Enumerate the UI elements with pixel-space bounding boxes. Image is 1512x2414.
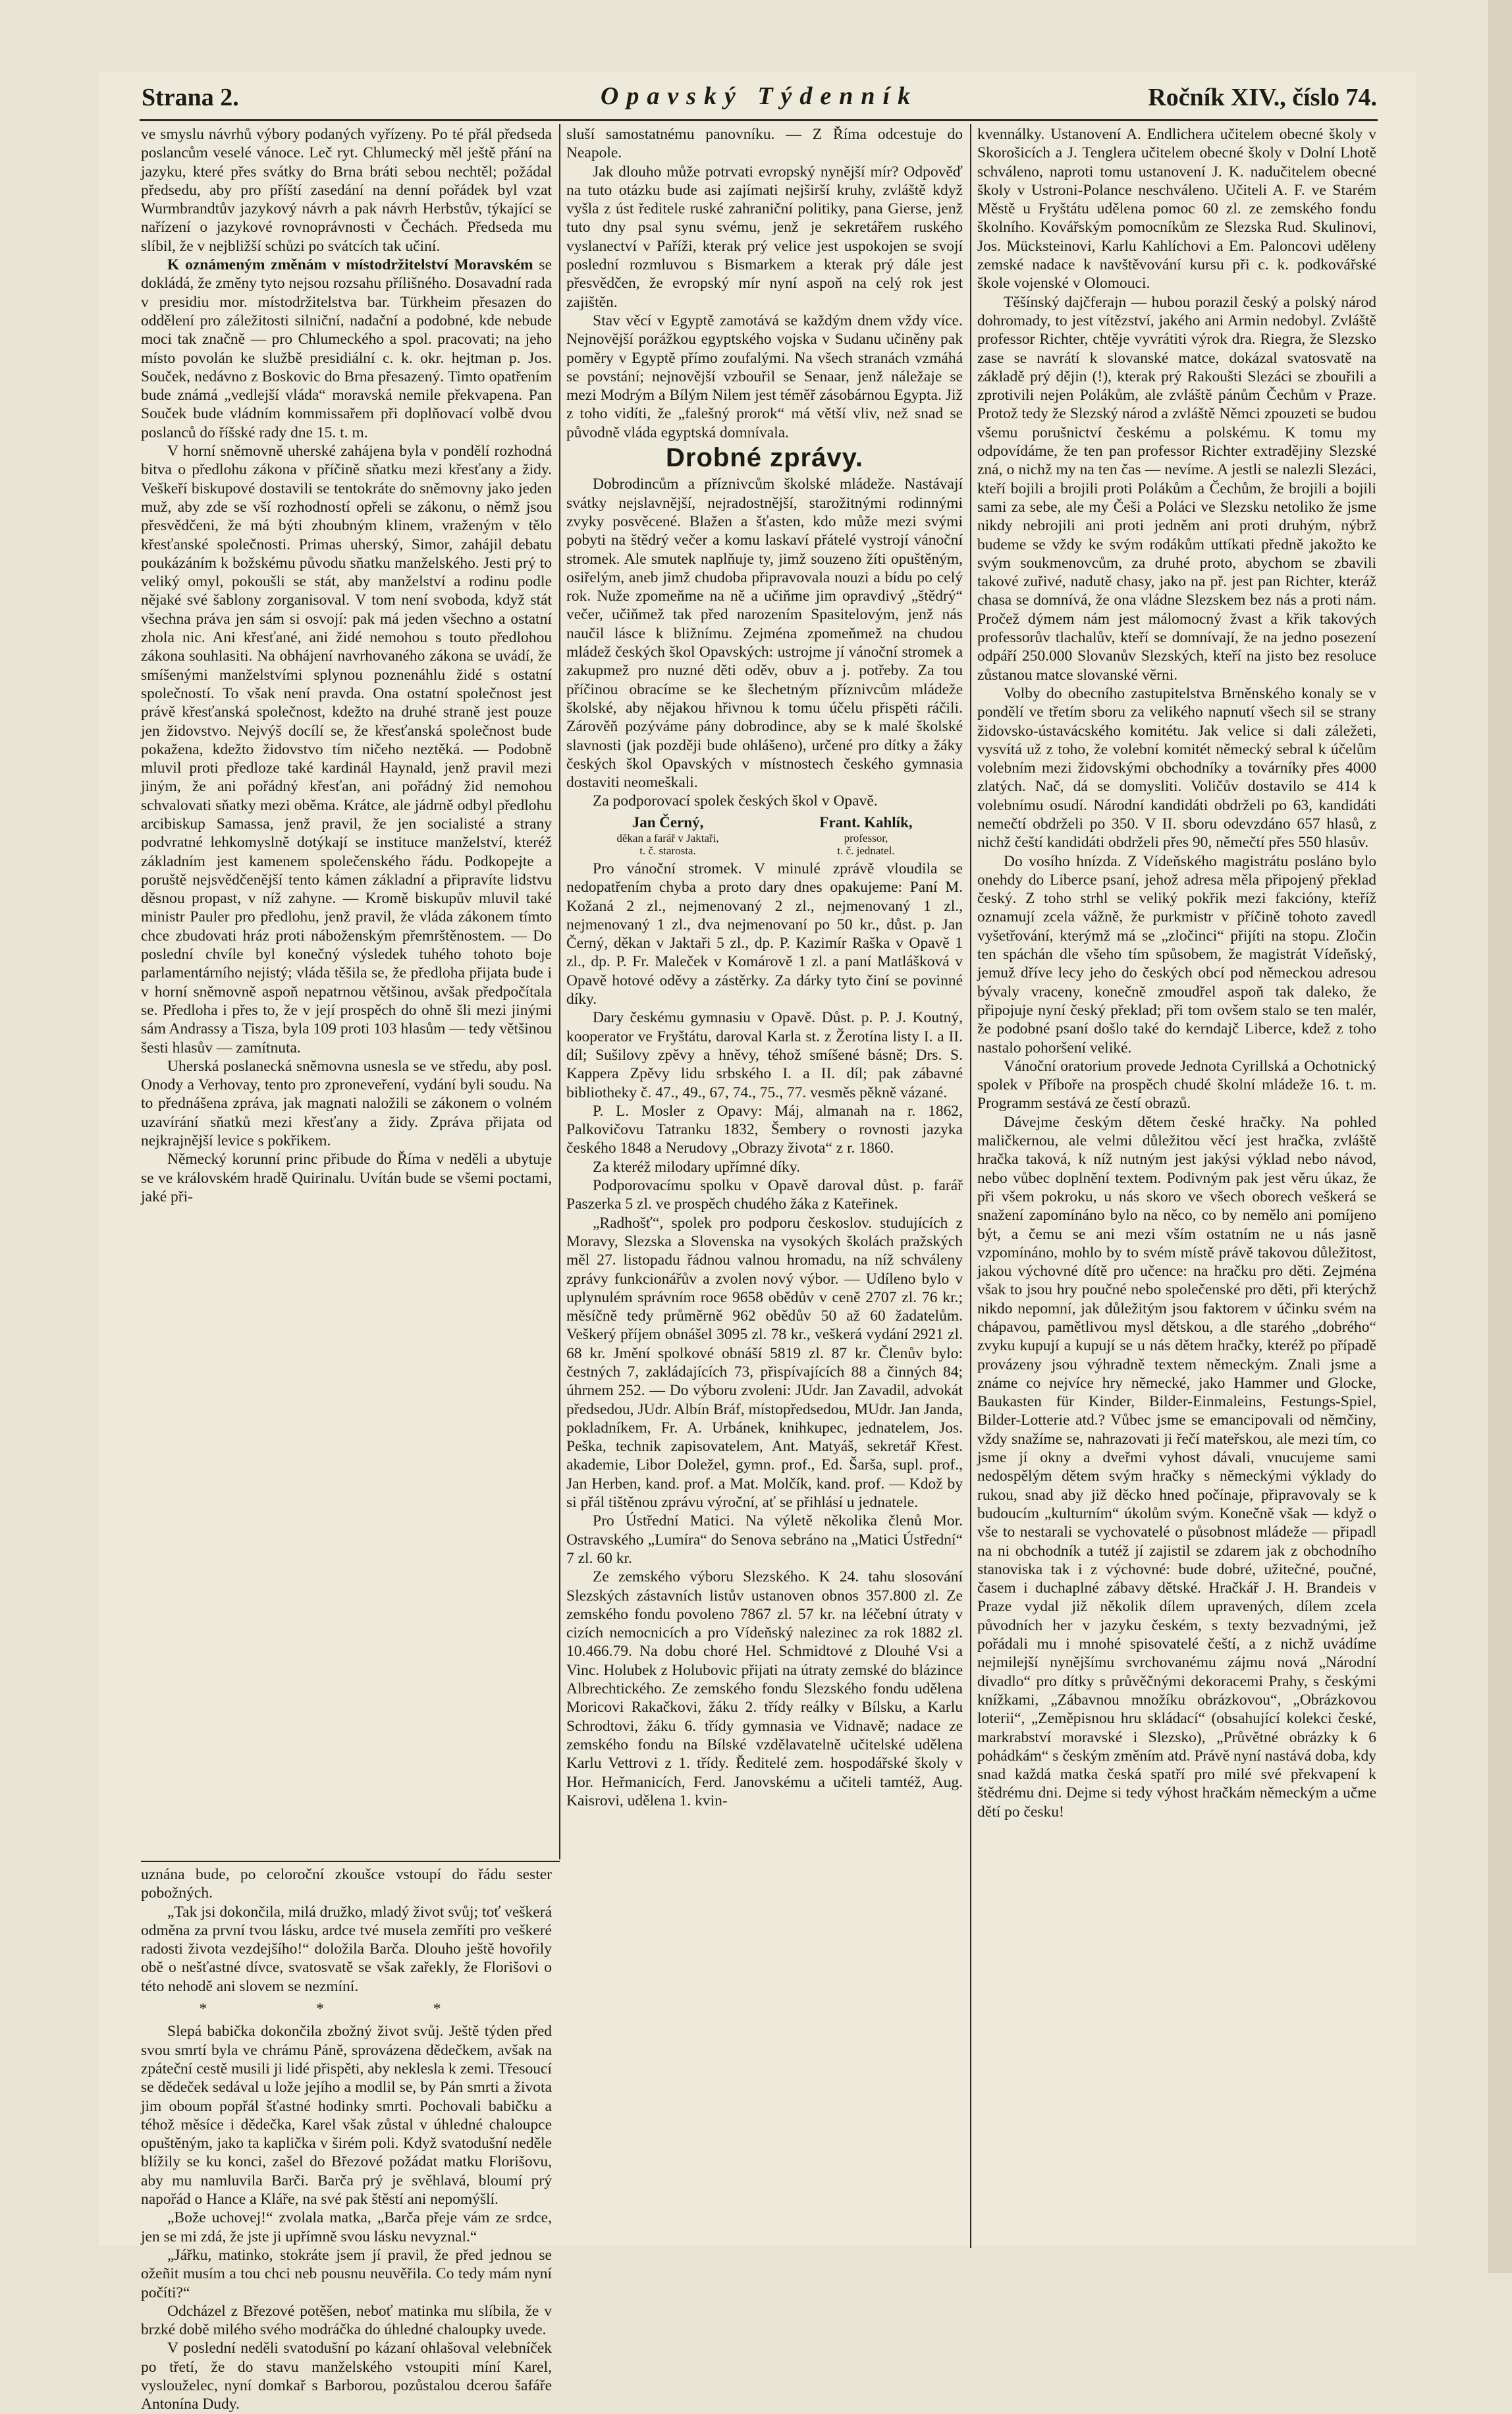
article-hungarian-lower-house: Uherská poslanecká sněmovna usnesla se ve středu, aby posl. Onody a Verhovay, tento pro zproneveření, vydání byli soudu. Na to přednášena zpráva, jak magnati naložili se zákonem o volném uzavírání sňatků mezi křesťany a židy. Zpráva přijata od nejkrajnější levice s pokřikem.	[141, 1057, 552, 1150]
article-support-society: Podporovacímu spolku v Opavě daroval důst. p. farář Paszerka 5 zl. ve prospěch chudého žáka z Kateřinek.	[566, 1177, 963, 1213]
article-parliament-end: ve smyslu návrhů výbory podaných vyřízeny. Po té přál předseda poslancům veselé vánoce. Leč ryt. Chlumecký měl ještě přání na jazyku, které přes svátky do Brna bráti sebou nechtěl; požádal předsedu, aby pro příští zasedání na denní pořádek byl vzat Wurmbrandtův jazykový návrh a pak návrh Herbstův, týkající se nařízení o jazykové rovnoprávnosti v Čechách. Předseda mu slíbil, že v nejbližší schůzi po svátcích tak učiní.	[141, 126, 552, 255]
column-3: kvennálky. Ustanovení A. Endlichera učitelem obecné školy v Skorošicích a J. Tenglera učitelem obecné školy v Dolní Lhotě schváleno, naproti tomu ustanovení J. K. nadučitelem obecné školy v Ustroni-Polance neschváleno. Učiteli A. F. ve Starém Městě u Fryštátu udělena pomoc 60 zl. ze zemského fondu školního. Kovářským pomocníkům ze Slezska Rud. Skulinovi, Jos. Mücksteinovi, Karlu Kahlíchovi a Em. Paloncovi uděleny zemské nadace k navštěvování kursu při c. k. podkovářské škole vojenské v Olomouci. Těšínský dajčferajn — hubou porazil český a polský národ dohromady, to jest vítězství, jakého ani Armin nedobyl. Zvláště professor Richter, chtěje vyvrátiti výrok dra. Riegra, že Slezsko zase se navrátí k slovanské matce, dokázal svatosvatě na základě prý dějin (!), kterak prý Rakoušti Slezáci se zbouřili a zprotivili nejen Polákům, ale zvláště pánům Čechům v Praze. Protož tedy že Slezský národ a zvláště Němci zpouzeti se budou všemu porušnictví českému a polskému. K tomu my odpovídáme, že ten pan professor Richter extradějiny Slezské zná, o nichž my na ten čas — nevíme. A jestli se nalezli Slezáci, kteří bojili a brojili proti Polákům a Čechům, že brojili a bojili sami za sebe, ale my Češi a Poláci ve Slezsku netoliko že jsme nikdy nebrojili ani proti jedněm ani proti druhým, nýbrž budeme se vždy ke svým rodákům uttíkati předně jakožto ke svým soukmenovcům, za druhé proto, abychom se zbavili takové zuřivé, nadutě chasy, jako na př. jest pan Richter, kteráž chasa se domnívá, že ona vládne Slezskem bez nás a proti nám. Pročež dýmem nám jest málomocný žvast a křik takových professorův tlachalův, kteří se domnívají, že na jedno posezení odpáří 250.000 Slovanův Slezských, kteří na jisto bez resoluce zůstanou matce slovanské věrni. Volby do obecního zastupitelstva Brněnského konaly se v pondělí ve třetím sboru za velikého napnutí všech sil se strany židovsko-ústavácského komitétu. Jak velice si dali záležeti, vysvítá už z toho, že volební komitét německý sebral k účelům volebním mezi židovskými obchodníky a továrníky přes 4000 zlatých. Nač, dá se domysliti. Voličův dostavilo se 414 k volebnímu osudí. Národní kandidáti obdrželi po 63, kandidáti nemečtí obdrželi po 350. V II. sboru odevzdáno 657 hlasů, z nichž čeští kandidáti obdrželi přes 90, němečtí přes 550 hlasův. Do vosího hnízda. Z Vídeňského magistrátu posláno bylo onehdy do Liberce psaní, jehož adresa měla připojený překlad český. Z toho strhl se veliký pokřik mezi fakcióny, kteříž oznamují zcela vážně, že purkmistr v příčině tohoto zavedl vyšetřování, kterýmž má se „zločinci“ přijíti na stopu. Zločin ten spáchán dle všeho tím spůsobem, že magistrát Vídeňský, jemuž dříve lecy jeho do českých obcí pod německou adresou bývaly vraceny, konečně zmoudřel aspoň tak daleko, že připojuje nyní český překlad; při tom ovšem stalo se ten malér, že podobné psaní došlo také do kerndajč Liberce, kdež z toho nastalo pohoršení veliké. Vánoční oratorium provede Jednota Cyrillská a Ochotnický spolek v Příboře na prospěch chudé školní mládeže 16. t. m. Programm sestává ze čestí obrazů. Dávejme českým dětem české hračky. Na pohled maličkernou, ale velmi důležitou věcí jest hračka, zvláště hračka taková, k níž nutným jest jakýsi výklad nebo návod, nebo vůbec doplnění textem. Podivným pak jest věru úkaz, že při všem pokroku, u nás skoro ve všech oborech veškerá se snažení zapomínáno bylo na něco, co by nemělo ani pomíjeno být, a čemu se ani mezi vším ostatním ne u nás jasně vzpomínáno, mohlo by to svém místě právě takovou důležitost, jakou výchovné dítě pro učence: na hračku pro děti. Zejména však to jsou hry poučné nebo společenské pro děti, při kterýchž nikdo nepomní, jak důležitým jsou faktorem v účinku svém na chápavou, pamětlivou mysl dětskou, a dle starého „dobrého“ zvyku kupují a kupují se u nás dětem hračky, kteréž po případě provázeny jsou výhradně textem německým. Znali jsme a známe co nejvíce hry německé, jako Hammer und Glocke, Baukasten für Kinder, Bilder-Einmaleins, Festungs-Spiel, Bilder-Lotterie atd.? Vůbec jsme se emancipovali od němčiny, vždy snažíme se, nahrazovati ji řečí mateřskou, ale mezi tím, co jsme jí okny a dveřmi vyhost dávali, vnucujeme sami nedospělým dětem svým hračky s německými výklady do rukou, snad aby již děcko hned počínaje, připravovaly se k budoucím „kulturním“ úkolům svým. Konečně však — když o vše to nestarali se vychovatelé o působnost mládeže — připadl na ni obchodník a tutéž jí zajistil se zdarem jak z obchodního stanoviska tak i z výchovné: bude dobré, užitečné, poučné, časem i duchaplné zábavy dětské. Hračkář J. H. Brandeis v Praze vydal již několik dílem upravených, dílem zcela původních her v jazyku českém, s texty bezvadnými, jež pořádali mu i mnohé spisovatelé čeští, a z nichž uvádíme nejmilejší nynějšímu svrchovanému zájmu nová „Národní divadlo“ pro dítky s průvěčnými dekoracemi Prahy, s českými knížkami, „Zábavnou množíku obrázkovou“, „Obrázkovou loterii“, „Zeměpisnou hru skládací“ (obsahující kolekci české, markrabství moravské i Slezsko), „Průvětné obrázky k 6 pohádkám“ s českým změním atd. Právě nyní nastává doba, kdy snad každá matka česká spatří pro milé své překvapení k štědrému dni. Dejme si tedy výhost hračkám německým a učme dětí po česku!	[977, 126, 1376, 1821]
article-brno-elections: Volby do obecního zastupitelstva Brněnského konaly se v pondělí ve třetím sboru za velikého napnutí všech sil se strany židovsko-ústavácského komitétu. Jak velice si dali záležeti, vysvítá už z toho, že volební komitét německý sebral k účelům volebním mezi židovskými obchodníky a továrníky přes 4000 zlatých. Nač, dá se domysliti. Voličův dostavilo se 414 k volebnímu osudí. Národní kandidáti obdrželi po 63, kandidáti nemečtí obdrželi po 350. V II. sboru odevzdáno 657 hlasů, z nichž čeští kandidáti obdrželi přes 90, němečtí přes 550 hlasův.	[977, 684, 1376, 852]
article-gymnasium-gifts: Dary českému gymnasiu v Opavě. Důst. p. P. J. Koutný, kooperator ve Fryštátu, daroval Karla st. z Žerotína listy I. a II. díl; Sušilovy zpěvy a hněvy, téhož smíšené básně; Drs. S. Kappera Zpěvy lidu srbského I. a II. díl; pak zábavné bibliotheky č. 47., 49., 67, 74., 75., 77. vesměs pěkně vázané.	[566, 1009, 963, 1101]
page-edge	[1488, 0, 1512, 2273]
article-czech-toys: Dávejme českým dětem české hračky. Na pohled maličkernou, ale velmi důležitou věcí jest hračka, zvláště hračka taková, k níž nutným jest jakýsi výklad nebo návod, nebo vůbec doplnění textem. Podivným pak jest věru úkaz, že při všem pokroku, u nás skoro ve všech oborech veškerá se snažení zapomínáno bylo na něco, co by nemělo ani pomíjeno být, a čemu se ani mezi vším ostatním ne u nás jasně vzpomínáno, mohlo by to svém místě právě takovou důležitost, jakou výchovné dítě pro učence: na hračku pro děti. Zejména však to jsou hry poučné nebo společenské pro děti, při kterýchž nikdo nepomní, jak důležitým jsou faktorem v účinku svém na chápavou, pamětlivou mysl dětskou, a dle starého „dobrého“ zvyku kupují a kupují se u nás dětem hračky, kteréž po případě provázeny jsou výhradně textem německým. Znali jsme a známe co nejvíce hry německé, jako Hammer und Glocke, Baukasten für Kinder, Bilder-Einmaleins, Festungs-Spiel, Bilder-Lotterie atd.? Vůbec jsme se emancipovali od němčiny, vždy snažíme se, nahrazovati ji řečí mateřskou, ale mezi tím, co jsme jí okny a dveřmi vyhost dávali, vnucujeme sami nedospělým dětem svým hračky s německými výklady do rukou, snad aby již děcko hned počínaje, připravovaly se k budoucím „kulturním“ úkolům svým. Konečně však — když o vše to nestarali se vychovatelé o působnost mládeže — připadl na ni obchodník a tutéž jí zajistil se zdarem jak z obchodního stanoviska tak i z výchovné: bude dobré, užitečné, poučné, časem i duchaplné zábavy dětské. Hračkář J. H. Brandeis v Praze vydal již několik dílem upravených, dílem zcela původních her v jazyku českém, s texty bezvadnými, jež pořádali mu i mnohé spisovatelé čeští, a z nichž uvádíme nejmilejší nynějšímu svrchovanému zájmu nová „Národní divadlo“ pro dítky s průvěčnými dekoracemi Prahy, s českými knížkami, „Zábavnou množíku obrázkovou“, „Obrázkovou loterii“, „Zeměpisnou hru skládací“ (obsahující kolekci české, markrabství moravské i Slezsko), „Průvětné obrázky k 6 pohádkám“ s českým změním atd. Právě nyní nastává doba, kdy snad každá matka česká spatří pro milé své překvapení k štědrému dni. Dejme si tedy výhost hračkám německým a učme dětí po česku!	[977, 1113, 1376, 1821]
column-divider-1	[559, 124, 560, 1859]
article-hungarian-upper-house: V horní sněmovně uherské zahájena byla v pondělí rozhodná bitva o předlohu zákona v příčině sňatku mezi křesťany a židy. Veškeří biskupové dostavili se tentokráte do sněmovny jako jeden muž, aby zde se vší rozhodností opřeli se zákonu, o němž jsou přesvědčeni, že má býti zhoubným klinem, vraženým v tělo křesťanské společnosti. Primas uherský, Simor, zahájil debatu poukázáním k božskému původu sňatku manželského. Jesti prý to veliký omyl, pokoušli se stát, aby manželství a rodinu podle nějaké své šablony zorganisoval. V tom není svoboda, když stát všechna práva jen sám si osvojí: pak má jeden všechno a ostatní zhola nic. Ani křesťané, ani židé nemohou s touto předlohou zákona souhlasiti. Na obhájení navrhovaného zákona se uvádí, že smíšenými manželstvími splynou poznenáhlu židé s ostatní společností. To však není pravda. Ona ostatní společnost jest právě křesťanská společnost, kdežto na druhé straně jest pouze jen židovstvo. Nejvýš docílí se, že křesťanská společnost bude pokažena, kdežto židovstvo tím ničeho neztěká. — Podobně mluvil proti předloze také kardinál Haynald, jenž pravil mezi jiným, že ani pořádný křesťan, ani pořádný žid nemohou schvalovati sňatky mezi oběma. Krátce, ale jádrně odbyl předlohu arcibiskup Samassa, jenž pravil, že jen socialisté a strany podvratné lehkomyslně dotýkají se instituce manželství, kteréž základním jest kamenem společenského řádu. Podkopejte a poruště nejsvědčenější tento kámen základní a připravíte lidstvu děsnou propast, v níž zahyne. — Kromě biskupův mluvil také ministr Pauler pro předlohu, jenž pravil, že vláda zákonem tímto chce zbudovati hráz proti náboženským přemrštěnostem. — Do poslední chvíle byl konečný výsledek tuhého tohoto boje parlamentárního nejistý; vláda těšila se, že předloha přijata bude i v horní sněmovně aspoň nepatrnou většinou, avšak předpočítala se. Předloha i přes to, že v její prospěch do ohně šli mezi jinými sám Andrassy a Tisza, byla 109 proti 103 hlasům — tedy většinou šesti hlasův — zamítnuta.	[141, 443, 552, 1056]
header-rule	[140, 119, 1378, 121]
article-wasp-nest: Do vosího hnízda. Z Vídeňského magistrátu posláno bylo onehdy do Liberce psaní, jehož adresa měla připojený překlad český. Z toho strhl se veliký pokřik mezi fakcióny, kteříž oznamují zcela vážně, že purkmistr v příčině tohoto zavedl vyšetřování, kterýmž má se „zločinci“ přijíti na stopu. Zločin ten spáchán dle všeho tím spůsobem, že magistrát Vídeňský, jemuž dříve lecy jeho do českých obcí pod německou adresou bývaly vraceny, konečně zmoudřel aspoň tak daleko, že připojuje nyní český překlad; při tom ovšem stalo se ten malér, že podobné psaní došlo také do kerndajč Liberce, kdež z toho nastalo pohoršení veliké.	[977, 852, 1376, 1056]
headline: K oznámeným změnám v místodržitelství Moravském	[167, 256, 533, 274]
feuilleton-story: uznána bude, po celoroční zkoušce vstoupí do řádu sester pobožných. „Tak jsi dokončila, milá družko, mladý život svůj; toť veškerá odměna za první tvou lásku, ardce tvé musela zemříti pro veškeré radosti života vezdejšího!“ doložila Barča. Dlouho ještě hovořily obě o nešťastné dívce, svatosvatě se však zařekly, že Florišovi o této nehodě ani slovem se nezmíní. * * * Slepá babička dokončila zbožný život svůj. Ještě týden před svou smrtí byla ve chrámu Páně, sprovázena dědečkem, avšak na zpáteční cestě musili ji lidé přispěti, aby neklesla k zemi. Třesoucí se dědeček sedával u lože jejího a modlil se, by Pán smrti a života jim oboum popřál šťastné hodinky smrti. Pochovali babičku a téhož měsíce i dědečka, Karel však zůstal v úhledné chaloupce opuštěným, jako ta kaplička v širém poli. Když svatodušní neděle blížily se ku konci, zašel do Březové požádat matku Florišovu, aby mu namluvila Barči. Barča prý je svěhlavá, bloumí prý napořád o Hance a Kláře, na své pak štěstí ani nepomýšlí. „Bože uchovej!“ zvolala matka, „Barča přeje vám ze srdce, jen se mi zdá, že jste ji upřímně svou lásku nevyznal.“ „Jářku, matinko, stokráte jsem jí pravil, že před jednou se ožeñit musím a tou chci neb pousnu neuvěřila. Co tedy mám nyní počíti?“ Odcházel z Březové potěšen, neboť matinka mu slíbila, že v brzké době milého svého modráčka do úhledné chaloupky uvede. V poslední neděli svatodušní po kázaní ohlašoval velebníček po třetí, že do stavu manželského vstoupiti míní Karel, vyslouželec, nyní domkař s Barborou, pozůstalou dcerou šafáře Antonína Dudy.	[141, 1866, 552, 2413]
article-radhost: „Radhošť“, spolek pro podporu českoslov. studujících z Moravy, Slezska a Slovenska na vysokých školách pražských měl 27. listopadu řádnou valnou hromadu, na níž schváleny zprávy funkcionářův a zvolen nový výbor. — Udíleno bylo v uplynulém správním roce 9658 obědův v ceně 2707 zl. 76 kr.; měsíčně tedy průměrně 962 obědův 50 až 60 žadatelům. Veškerý příjem obnášel 3095 zl. 78 kr., veškerá vydání 2921 zl. 68 kr. Jmění spolkové obnáší 5819 zl. 87 kr. Členův bylo: čestných 7, zakládajících 73, přispívajících 88 a činných 84; úhrnem 252. — Do výboru zvoleni: JUdr. Jan Zavadil, advokát předsedou, JUdr. Albín Bráf, místopředsedou, MUdr. Jan Janda, pokladníkem, Fr. A. Urbánek, knihkupec, jednatelem, Jos. Peška, technik zapisovatelem, Ant. Matyáš, sekretář Křest. akademie, Libor Doležel, gymn. prof., Ed. Šarša, supl. prof., Jan Herben, kand. prof. a Mat. Molčík, kand. prof. — Kdož by si přál tištěnou zprávu výroční, ať se přihlásí u jednatele.	[566, 1214, 963, 1512]
article-german-crown-prince: Německý korunní princ přibude do Říma v neděli a ubytuje se ve královském hradě Quirinalu. Uvítán bude se všemi poctami, jaké při-	[141, 1151, 552, 1205]
article-matice: Pro Ústřední Matici. Na výletě několika členů Mor. Ostravského „Lumíra“ do Senova sebráno na „Matici Ústřední“ 7 zl. 60 kr.	[566, 1512, 963, 1567]
column-divider-2	[970, 124, 971, 2248]
signature-kahlik: Frant. Kahlík, professor, t. č. jednatel.	[819, 813, 913, 857]
story-divider	[141, 1861, 560, 1862]
column-2: sluší samostatnému panovníku. — Z Říma odcestuje do Neapole. Jak dlouho může potrvati evropský nynější mír? Odpověď na tuto otázku bude asi zajímati nejširší kruhy, zvláště když vyšla z úst ředitele ruské zahraniční politiky, pana Gierse, jenž tuto dny psal synu svému, jenž je sekretářem ruského vyslanectví v Paříži, kterak prý velice jest uspokojen se svojí poslední rozmluvou s Bismarkem a kterak prý dále jest přesvědčen, že evropský mír nyní aspoň na celý rok jest zajištěn. Stav věcí v Egyptě zamotává se každým dnem vždy více. Nejnovější porážkou egyptského vojska v Sudanu učiněny pak poměry v Egyptě přímo zoufalými. Na všech stranách vzmáhá se povstání; nejnovější vzbouřil se Senaar, jenž náležaje se mezi Modrým a Bílým Nilem jest téměř zásobárnou Egypta. Již z toho vidíti, že „falešný prorok“ má větší vliv, než snad se původně vláda egyptská domnívala. Drobné zprávy. Dobrodincům a příznivcům školské mládeže. Nastávají svátky nejslavnější, nejradostnější, starožitnými rodinnými zvyky posvěcené. Blažen a šťasten, kdo může mezi svými pobyti na štědrý večer a komu laskaví přátelé vystrojí vánoční stromek. Ale smutek naplňuje ty, jimž souzeno žíti opuštěným, osiřelým, aneb jimž chudoba připravovala nouzi a bídu po celý rok. Nuže zpomeňme na ně a učiňme jim opravdivý „štědrý“ večer, učiňmež tak před narozením Spasitelovým, jenž nás naučil lásce k bližnímu. Zejména zpomeňmež na chudou mládež českých škol Opavských: ustrojme jí vánoční stromek a zakupmež pro nuzné děti oděv, obuv a j. potřeby. Za tou příčinou obracíme se ke šlechetným příznivcům mládeže školské, aby nějakou hřivnou k tomu účelu přispěti ráčili. Zárověň pozýváme pány dobrodince, aby se k malé školské slavnosti (jak později bude ohlášeno), určené pro dítky a žáky českých škol Opavských v místnostech českého gymnasia dostaviti neomeškali. Za podporovací spolek českých škol v Opavě. Jan Černý, děkan a farář v Jaktaři, t. č. starosta. Frant. Kahlík, professor, t. č. jednatel. Pro vánoční stromek. V minulé zprávě vloudila se nedopatřením chyba a proto dary dnes opakujeme: Paní M. Kožaná 2 zl., nejmenovaný 2 zl., nejmenovaný 1 zl., nejmenovaný 1 zl., dva nejmenovaní po 50 kr., důst. p. Jan Černý, děkan v Jaktaři 5 zl., dp. P. Kazimír Raška v Opavě 1 zl., dp. P. Fr. Maleček v Komárově 1 zl. a paní Matlášková v Opavě hotové oděvy a zástěrky. Za dárky tyto činí se povinné díky. Dary českému gymnasiu v Opavě. Důst. p. P. J. Koutný, kooperator ve Fryštátu, daroval Karla st. z Žerotína listy I. a II. díl; Sušilovy zpěvy a hněvy, téhož smíšené básně; Drs. S. Kappera Zpěvy lidu srbského I. a II. díl; pak zábavné bibliotheky č. 47., 49., 67, 74., 75., 77. vesměs pěkně vázané. P. L. Mosler z Opavy: Máj, almanah na r. 1862, Palkovičovu Tatranku 1832, Šembery o rovnosti jazyka českého 1848 a Nerudovy „Obrazy života“ z r. 1860. Za kteréž milodary upřímné díky. Podporovacímu spolku v Opavě daroval důst. p. farář Paszerka 5 zl. ve prospěch chudého žáka z Kateřinek. „Radhošť“, spolek pro podporu českoslov. studujících z Moravy, Slezska a Slovenska na vysokých školách pražských měl 27. listopadu řádnou valnou hromadu, na níž schváleny zprávy funkcionářův a zvolen nový výbor. — Udíleno bylo v uplynulém správním roce 9658 obědův v ceně 2707 zl. 76 kr.; měsíčně tedy průměrně 962 obědův 50 až 60 žadatelům. Veškerý příjem obnášel 3095 zl. 78 kr., veškerá vydání 2921 zl. 68 kr. Jmění spolkové obnáší 5819 zl. 87 kr. Členův bylo: čestných 7, zakládajících 73, přispívajících 88 a činných 84; úhrnem 252. — Do výboru zvoleni: JUdr. Jan Zavadil, advokát předsedou, JUdr. Albín Bráf, místopředsedou, MUdr. Jan Janda, pokladníkem, Fr. A. Urbánek, knihkupec, jednatelem, Jos. Peška, technik zapisovatelem, Ant. Matyáš, sekretář Křest. akademie, Libor Doležel, gymn. prof., Ed. Šarša, supl. prof., Jan Herben, kand. prof. a Mat. Molčík, kand. prof. — Kdož by si přál tištěnou zprávu výroční, ať se přihlásí u jednatele. Pro Ústřední Matici. Na výletě několika členů Mor. Ostravského „Lumíra“ do Senova sebráno na „Matici Ústřední“ 7 zl. 60 kr. Ze zemského výboru Slezského. K 24. tahu slosování Slezských zástavních listův ustanoven obnos 357.800 zl. Ze zemského fondu povoleno 7867 zl. 57 kr. na léčební útraty v cizích nemocnicích a pro Vídeňský nalezinec za rok 1882 zl. 10.466.79. Na dobu choré Hel. Schmidtové z Dlouhé Vsi a Vinc. Holubek z Holubovic přijati na útraty zemské do blázince Albrechtického. Ze zemského fondu Slezského fondu udělena Moricovi Rakačkovi, žáku 2. třídy reálky v Bílsku, a Karlu Schrodtovi, žáku 6. třídy gymnasia ve Vidnavě; nadace ze zemského fondu na Bílské vzdělavatelně učitelské udělena Karlu Vettrovi z 1. třídy. Ředitelé zem. hospodářské školy v Hor. Heřmanicích, Ferd. Janovskému a učiteli tamtéž, Aug. Kaisrovi, udělena 1. kvin-	[566, 126, 963, 1809]
newspaper-title: Opavský Týdenník	[600, 82, 919, 110]
signature-cerny: Jan Černý, děkan a farář v Jaktaři, t. č. starosta.	[616, 813, 719, 857]
article-christmas-tree: Pro vánoční stromek. V minulé zprávě vloudila se nedopatřením chyba a proto dary dnes opakujeme: Paní M. Kožaná 2 zl., nejmenovaný 2 zl., nejmenovaný 1 zl., nejmenovaný 1 zl., dva nejmenovaní po 50 kr., důst. p. Jan Černý, děkan v Jaktaři 5 zl., dp. P. Kazimír Raška v Opavě 1 zl., dp. P. Fr. Maleček v Komárově 1 zl. a paní Matlášková v Opavě hotové oděvy a zástěrky. Za dárky tyto činí se povinné díky.	[566, 860, 963, 1008]
section-stars: * * *	[199, 2000, 494, 2018]
column-1	[141, 125, 552, 1856]
page-number: Strana 2.	[142, 84, 239, 111]
issue-number: Ročník XIV., číslo 74.	[1148, 84, 1377, 111]
section-title-short-news: Drobné zprávy.	[666, 443, 863, 473]
page-header	[142, 78, 1377, 117]
article-moravian-governorship: K oznámeným změnám v místodržitelství Moravském se dokládá, že změny tyto nejsou rozsahu přílišného. Dosavadní rada v presidiu mor. místodržitelstva bar. Türkheim přesazen do oddělení pro záležitosti silniční, nadační a podobné, kde nebude moci tak značně — pro Chlumeckého a spol. pracovati; na jeho místo povolán ke službě presidiální c. k. okr. hejtman p. Jos. Souček, nedávno z Boskovic do Brna přesazený. Timto opatřením bude známá „vedlejší vláda“ moravská nemile překvapena. Pan Souček bude vládním kommissařem při doplňovací volbě dvou poslanců do říšské rady dne 15. t. m.	[141, 256, 552, 441]
article-european-peace: Jak dlouho může potrvati evropský nynější mír? Odpověď na tuto otázku bude asi zajímati nejširší kruhy, zvláště když vyšla z úst ředitele ruské zahraniční politiky, pana Gierse, jenž tuto dny psal synu svému, jenž je sekretářem ruského vyslanectví v Paříži, kterak prý velice jest uspokojen se svojí poslední rozmluvou s Bismarkem a kterak prý dále jest přesvědčen, že evropský mír nyní aspoň na celý rok jest zajištěn.	[566, 163, 963, 311]
article-tesin-verein: Těšínský dajčferajn — hubou porazil český a polský národ dohromady, to jest vítězství, jakého ani Armin nedobyl. Zvláště professor Richter, chtěje vyvrátiti výrok dra. Riegra, že Slezsko zase se navrátí k slovanské matce, dokázal svatosvatě na základě prý dějin (!), kterak prý Rakoušti Slezáci se zbouřili a zprotivili nejen Polákům, ale zvláště pánům Čechům v Praze. Protož tedy že Slezský národ a zvláště Němci zpouzeti se budou všemu porušnictví českému a polskému. K tomu my odpovídáme, že ten pan professor Richter extradějiny Slezské zná, o nichž my na ten čas — nevíme. A jestli se nalezli Slezáci, kteří bojili a brojili proti Polákům a Čechům, že brojili a bojili sami za sebe, ale my Češi a Poláci ve Slezsku netoliko že jsme nikdy nebrojili ani proti jedněm ani proti druhým, nýbrž budeme se vždy ke svým rodákům uttíkati předně jakožto ke svým soukmenovcům, za druhé proto, abychom se zbavili takové zuřivé, nadutě chasy, jako na př. jest pan Richter, kteráž chasa se domnívá, že ona vládne Slezskem bez nás a proti nám. Pročež dýmem nám jest málomocný žvast a křik takových professorův tlachalův, kteří se domnívají, že na jedno posezení odpáří 250.000 Slovanův Slezských, kteří na jisto bez resoluce zůstanou matce slovanské věrni.	[977, 293, 1376, 684]
signatures	[566, 813, 963, 857]
article-school-benefactors: Dobrodincům a příznivcům školské mládeže. Nastávají svátky nejslavnější, nejradostnější, starožitnými rodinnými zvyky posvěcené. Blažen a šťasten, kdo může mezi svými pobyti na štědrý večer a komu laskaví přátelé vystrojí vánoční stromek. Ale smutek naplňuje ty, jimž souzeno žíti opuštěným, osiřelým, aneb jimž chudoba připravovala nouzi a bídu po celý rok. Nuže zpomeňme na ně a učiňme jim opravdivý „štědrý“ večer, učiňmež tak před narozením Spasitelovým, jenž nás naučil lásce k bližnímu. Zejména zpomeňmež na chudou mládež českých škol Opavských: ustrojme jí vánoční stromek a zakupmež pro nuzné děti oděv, obuv a j. potřeby. Za tou příčinou obracíme se ke šlechetným příznivcům mládeže školské, aby nějakou hřivnou k tomu účelu přispěti ráčili. Zárověň pozýváme pány dobrodince, aby se k malé školské slavnosti (jak později bude ohlášeno), určené pro dítky a žáky českých škol Opavských v místnostech českého gymnasia dostaviti neomeškali.	[566, 476, 963, 792]
article-christmas-oratorio: Vánoční oratorium provede Jednota Cyrillská a Ochotnický spolek v Příboře na prospěch chudé školní mládeže 16. t. m. Programm sestává ze čestí obrazů.	[977, 1057, 1376, 1112]
article-silesian-committee: Ze zemského výboru Slezského. K 24. tahu slosování Slezských zástavních listův ustanoven obnos 357.800 zl. Ze zemského fondu povoleno 7867 zl. 57 kr. na léčební útraty v cizích nemocnicích a pro Vídeňský nalezinec za rok 1882 zl. 10.466.79. Na dobu choré Hel. Schmidtové z Dlouhé Vsi a Vinc. Holubek z Holubovic přijati na útraty zemské do blázince Albrechtického. Ze zemského fondu Slezského fondu udělena Moricovi Rakačkovi, žáku 2. třídy reálky v Bílsku, a Karlu Schrodtovi, žáku 6. třídy gymnasia ve Vidnavě; nadace ze zemského fondu na Bílské vzdělavatelně učitelské udělena Karlu Vettrovi z 1. třídy. Ředitelé zem. hospodářské školy v Hor. Heřmanicích, Ferd. Janovskému a učiteli tamtéž, Aug. Kaisrovi, udělena 1. kvin-	[566, 1568, 963, 1809]
article-egypt: Stav věcí v Egyptě zamotává se každým dnem vždy více. Nejnovější porážkou egyptského vojska v Sudanu učiněny pak poměry v Egyptě přímo zoufalými. Na všech stranách vzmáhá se povstání; nejnovější vzbouřil se Senaar, jenž náležaje se mezi Modrým a Bílým Nilem jest téměř zásobárnou Egypta. Již z toho vidíti, že „falešný prorok“ má větší vliv, než snad se původně vláda egyptská domnívala.	[566, 312, 963, 441]
